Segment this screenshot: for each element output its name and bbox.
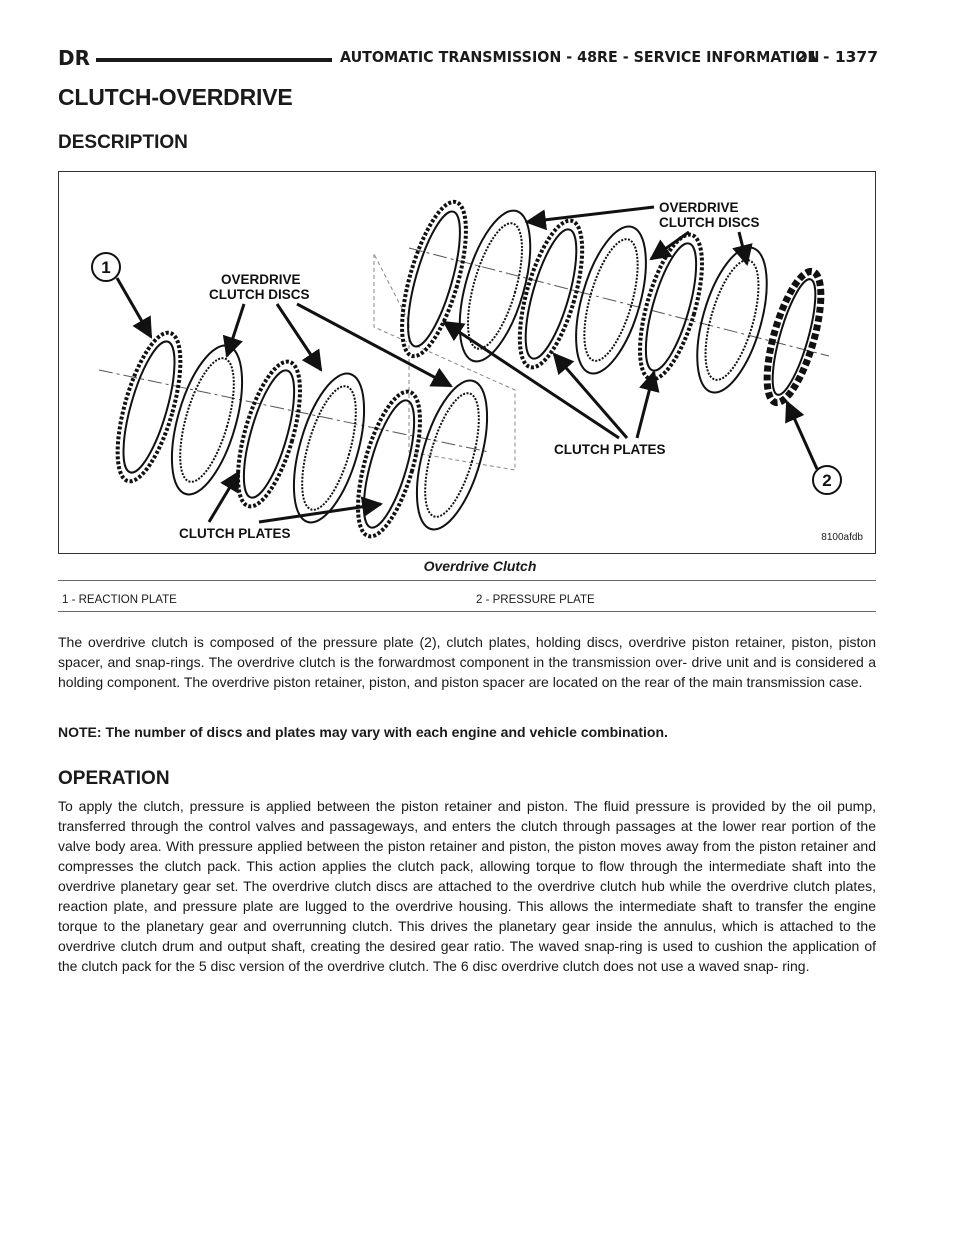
- description-paragraph: The overdrive clutch is composed of the pressure plate (2), clutch plates, holding discs, overdrive piston retainer, piston, piston spacer, and snap-rings. The overdrive clutch is the forwardmost component in the transmission over- drive unit and is considered a holding component. The overdrive piston retainer, piston, and piston spacer are located on the rear of the main transmission case.: [58, 634, 876, 690]
- legend-bottom-rule: [58, 611, 876, 612]
- figure-id: 8100afdb: [821, 532, 863, 543]
- legend-top-rule: [58, 580, 876, 581]
- section-heading-operation: OPERATION: [58, 768, 170, 789]
- label-od-discs-left-line2: CLUTCH DISCS: [209, 287, 310, 302]
- label-od-discs-top-line2: CLUTCH DISCS: [659, 215, 760, 230]
- section-heading-description: DESCRIPTION: [58, 132, 188, 153]
- note-paragraph: NOTE: The number of discs and plates may vary with each engine and vehicle combination.: [58, 724, 668, 740]
- header-rule: [96, 58, 332, 62]
- header-title: AUTOMATIC TRANSMISSION - 48RE - SERVICE INFORMATION: [340, 48, 820, 66]
- exploded-view-illustration: [59, 172, 877, 555]
- page-header: [58, 46, 878, 72]
- header-model-code: DR: [58, 46, 91, 70]
- callout-1-number: 1: [101, 258, 111, 277]
- callout-2-number: 2: [822, 471, 832, 490]
- label-od-discs-left-line1: OVERDRIVE: [221, 272, 301, 287]
- label-od-discs-top-line1: OVERDRIVE: [659, 200, 739, 215]
- legend-item-pressure-plate: 2 - PRESSURE PLATE: [476, 594, 595, 606]
- header-page-number: 21 - 1377: [796, 48, 878, 66]
- operation-paragraph: To apply the clutch, pressure is applied between the piston retainer and piston. The fluid pressure is provided by the oil pump, transferred through the control valves and passageways, and enters the clutch through passages at the lower rear portion of the valve body area. With pressure applied between the piston retainer and piston, the piston moves away from the piston retainer and compresses the clutch pack. This action applies the clutch pack, allowing torque to flow through the intermediate shaft into the overdrive planetary gear set. The overdrive clutch discs are attached to the overdrive clutch hub while the overdrive clutch plates, reaction plate, and pressure plate are lugged to the overdrive housing. This allows the intermediate shaft to transfer the engine torque to the planetary gear and overrunning clutch. This drives the planetary gear inside the annulus, which is attached to the overdrive clutch drum and output shaft, creating the desired gear ratio. The waved snap-ring is used to cushion the application of the clutch pack for the 5 disc version of the overdrive clutch. The 6 disc overdrive clutch does not use a waved snap- ring.: [58, 798, 876, 974]
- label-clutch-plates-right: CLUTCH PLATES: [554, 442, 666, 457]
- overdrive-clutch-figure: [58, 171, 876, 554]
- label-clutch-plates-left: CLUTCH PLATES: [179, 526, 291, 541]
- legend-item-reaction-plate: 1 - REACTION PLATE: [62, 594, 177, 606]
- page-title: CLUTCH-OVERDRIVE: [58, 84, 293, 110]
- figure-caption: Overdrive Clutch: [423, 558, 537, 574]
